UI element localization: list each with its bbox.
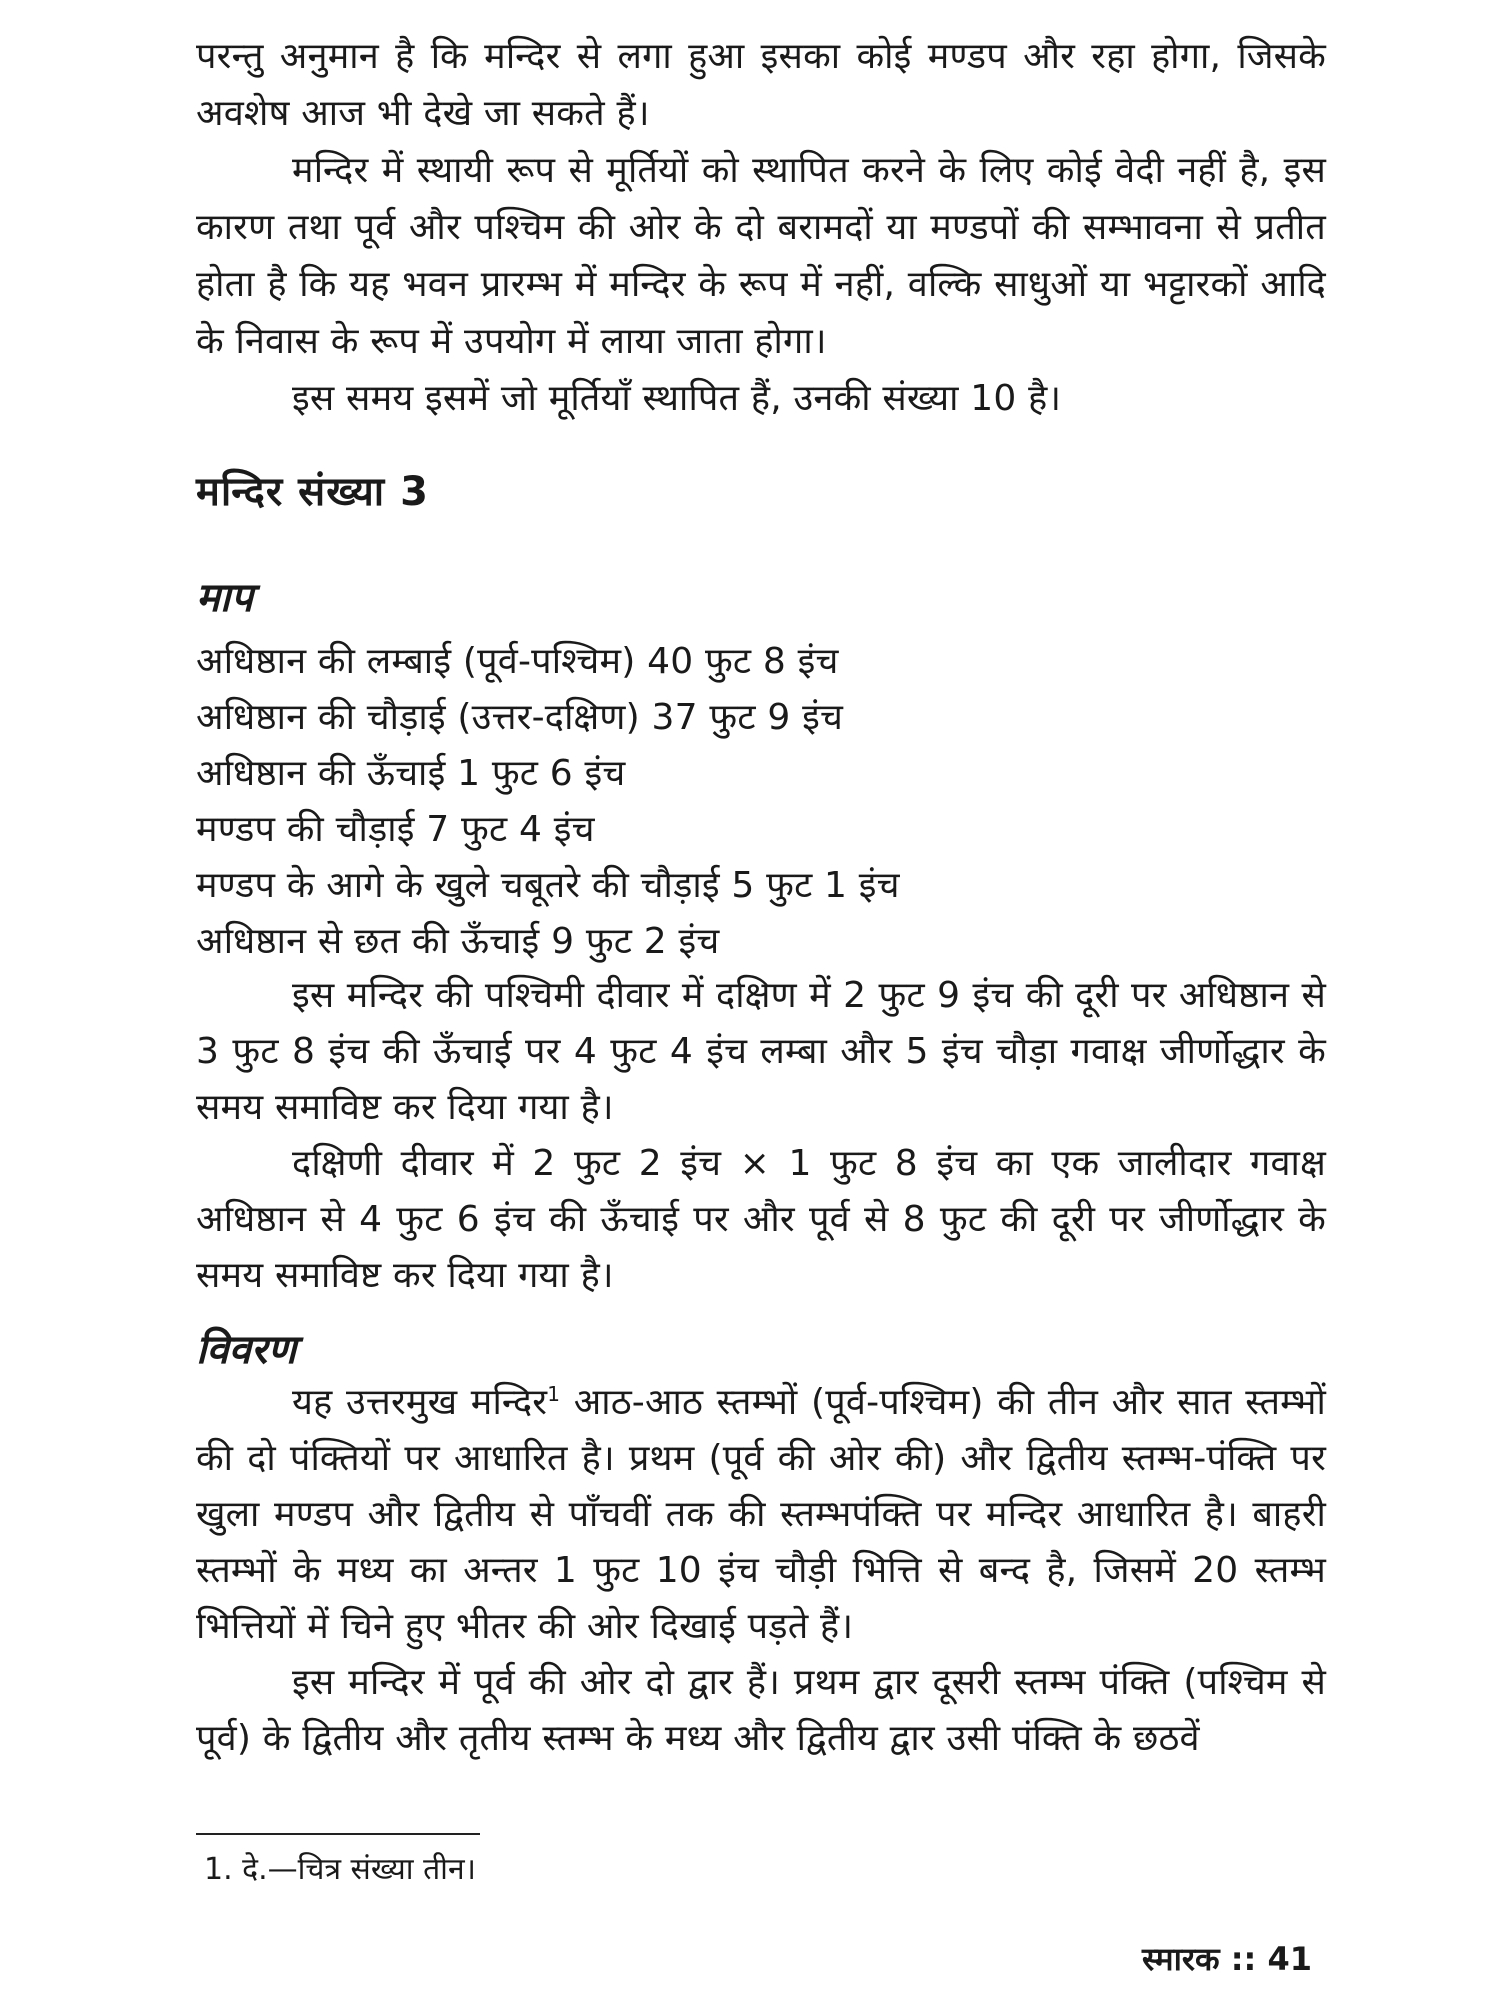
description-text-start: यह उत्तरमुख मन्दिर bbox=[292, 1382, 548, 1423]
measurement-item: मण्डप की चौड़ाई 7 फुट 4 इंच bbox=[196, 809, 595, 850]
description-paragraph: इस मन्दिर में पूर्व की ओर दो द्वार हैं। प्रथम द्वार दूसरी स्तम्भ पंक्ति (पश्चिम से पूर्व) के द्वितीय और तृतीय स्तम्भ के मध्य और द्वितीय द्वार उसी पंक्ति के छठवें bbox=[196, 1662, 1326, 1759]
measurement-item: अधिष्ठान की लम्बाई (पूर्व-पश्चिम) 40 फुट 8 इंच bbox=[196, 641, 839, 682]
measurement-item: अधिष्ठान की ऊँचाई 1 फुट 6 इंच bbox=[196, 753, 626, 794]
intro-text bbox=[196, 28, 1326, 427]
page-folio: स्मारक :: 41 bbox=[1142, 1940, 1312, 1978]
measurement-paragraph: दक्षिणी दीवार में 2 फुट 2 इंच × 1 फुट 8 इंच का एक जालीदार गवाक्ष अधिष्ठान से 4 फुट 6 इंच की ऊँचाई पर और पूर्व से 8 फुट की दूरी पर जीर्णोद्धार के समय समाविष्ट कर दिया गया है। bbox=[196, 1143, 1326, 1296]
intro-paragraph: मन्दिर में स्थायी रूप से मूर्तियों को स्थापित करने के लिए कोई वेदी नहीं है, इस कारण तथा पूर्व और पश्चिम की ओर के दो बरामदों या मण्डपों की सम्भावना से प्रतीत होता है कि यह भवन प्रारम्भ में मन्दिर के रूप में नहीं, वल्कि साधुओं या भट्टारकों आदि के निवास के रूप में उपयोग में लाया जाता होगा। bbox=[196, 150, 1326, 362]
description-heading: विवरण bbox=[196, 1327, 297, 1373]
footnote: 1. दे.—चित्र संख्या तीन। bbox=[204, 1852, 476, 1887]
measurement-item: अधिष्ठान से छत की ऊँचाई 9 फुट 2 इंच bbox=[196, 921, 720, 962]
measurements-heading: माप bbox=[196, 575, 253, 621]
intro-paragraph: परन्तु अनुमान है कि मन्दिर से लगा हुआ इसका कोई मण्डप और रहा होगा, जिसके अवशेष आज भी देखे जा सकते हैं। bbox=[196, 36, 1326, 134]
description-paragraph bbox=[196, 1375, 1326, 1655]
footnote-rule bbox=[196, 1833, 480, 1835]
measurements-list bbox=[196, 634, 1326, 970]
description-text-rest: आठ-आठ स्तम्भों (पूर्व-पश्चिम) की तीन और सात स्तम्भों की दो पंक्तियों पर आधारित है। प्रथम (पूर्व की ओर की) और द्वितीय स्तम्भ-पंक्ति पर खुला मण्डप और द्वितीय से पाँचवीं तक की स्तम्भपंक्ति पर मन्दिर आधारित है। बाहरी स्तम्भों के मध्य का अन्तर 1 फुट 10 इंच चौड़ी भित्ति से बन्द है, जिसमें 20 स्तम्भ भित्तियों में चिने हुए भीतर की ओर दिखाई पड़ते हैं। bbox=[196, 1382, 1326, 1647]
section-heading: मन्दिर संख्या 3 bbox=[196, 469, 429, 515]
description-text bbox=[196, 1375, 1326, 1767]
measurement-notes bbox=[196, 968, 1326, 1304]
measurement-item: अधिष्ठान की चौड़ाई (उत्तर-दक्षिण) 37 फुट 9 इंच bbox=[196, 697, 844, 738]
intro-paragraph: इस समय इसमें जो मूर्तियाँ स्थापित हैं, उनकी संख्या 10 है। bbox=[292, 378, 1062, 419]
measurement-item: मण्डप के आगे के खुले चबूतरे की चौड़ाई 5 फुट 1 इंच bbox=[196, 865, 900, 906]
footnote-marker: 1 bbox=[547, 1382, 561, 1406]
measurement-paragraph: इस मन्दिर की पश्चिमी दीवार में दक्षिण में 2 फुट 9 इंच की दूरी पर अधिष्ठान से 3 फुट 8 इंच की ऊँचाई पर 4 फुट 4 इंच लम्बा और 5 इंच चौड़ा गवाक्ष जीर्णोद्धार के समय समाविष्ट कर दिया गया है। bbox=[196, 975, 1326, 1128]
